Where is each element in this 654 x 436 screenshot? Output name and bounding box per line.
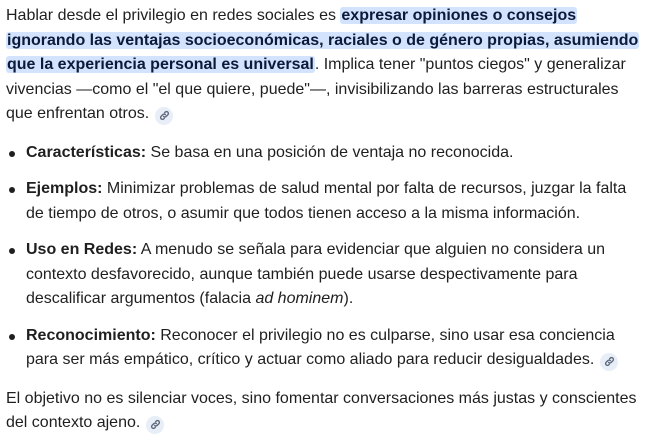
list-item [6,238,648,312]
bullet-text: Se basa en una posición de ventaja no reconocida. [146,143,514,161]
source-link-chip[interactable] [600,353,618,371]
bullet-list [6,141,648,373]
highlighted-definition[interactable]: expresar opiniones o consejos ignorando las ventajas socioeconómicas, raciales o de género propias, asumiendo que la experiencia personal es universal [7,7,639,73]
intro-text-start: Hablar desde el privilegio en redes sociales es [6,7,341,24]
bullet-term: Ejemplos: [26,180,103,197]
outro-text: El objetivo no es silenciar voces, sino fomentar conversaciones más justas y conscientes del contexto ajeno. [6,389,637,431]
intro-paragraph [6,4,648,127]
link-icon [150,419,161,430]
source-link-chip[interactable] [146,416,164,434]
bullet-italic: ad hominem [255,290,344,307]
bullet-text-end: ). [343,290,354,307]
intro-text-end: . Implica tener "puntos ciegos" y generalizar vivencias —como el "el que quiere, puede"—, invisibilizando las barreras estructurales que enfrentan otros. [6,56,626,122]
list-item [6,177,648,226]
bullet-text: A menudo se señala para evidenciar que alguien no considera un contexto desfavorecido, aunque también puede usarse despectivamente para descalificar argumentos (falacia [26,241,606,307]
list-item [6,141,648,166]
link-icon [604,356,615,367]
source-link-chip[interactable] [155,107,173,125]
bullet-text: Reconocer el privilegio no es culparse, sino usar esa conciencia para ser más empático, crítico y actuar como aliado para reducir desigualdades. [26,326,615,368]
outro-paragraph [6,387,648,436]
bullet-text: Minimizar problemas de salud mental por falta de recursos, juzgar la falta de tiempo de otros, o asumir que todos tienen acceso a la misma información. [26,180,627,222]
bullet-term: Uso en Redes: [26,241,138,258]
link-icon [159,110,170,121]
list-item [6,324,648,373]
bullet-term: Características: [26,143,147,161]
bullet-term: Reconocimiento: [26,326,156,344]
